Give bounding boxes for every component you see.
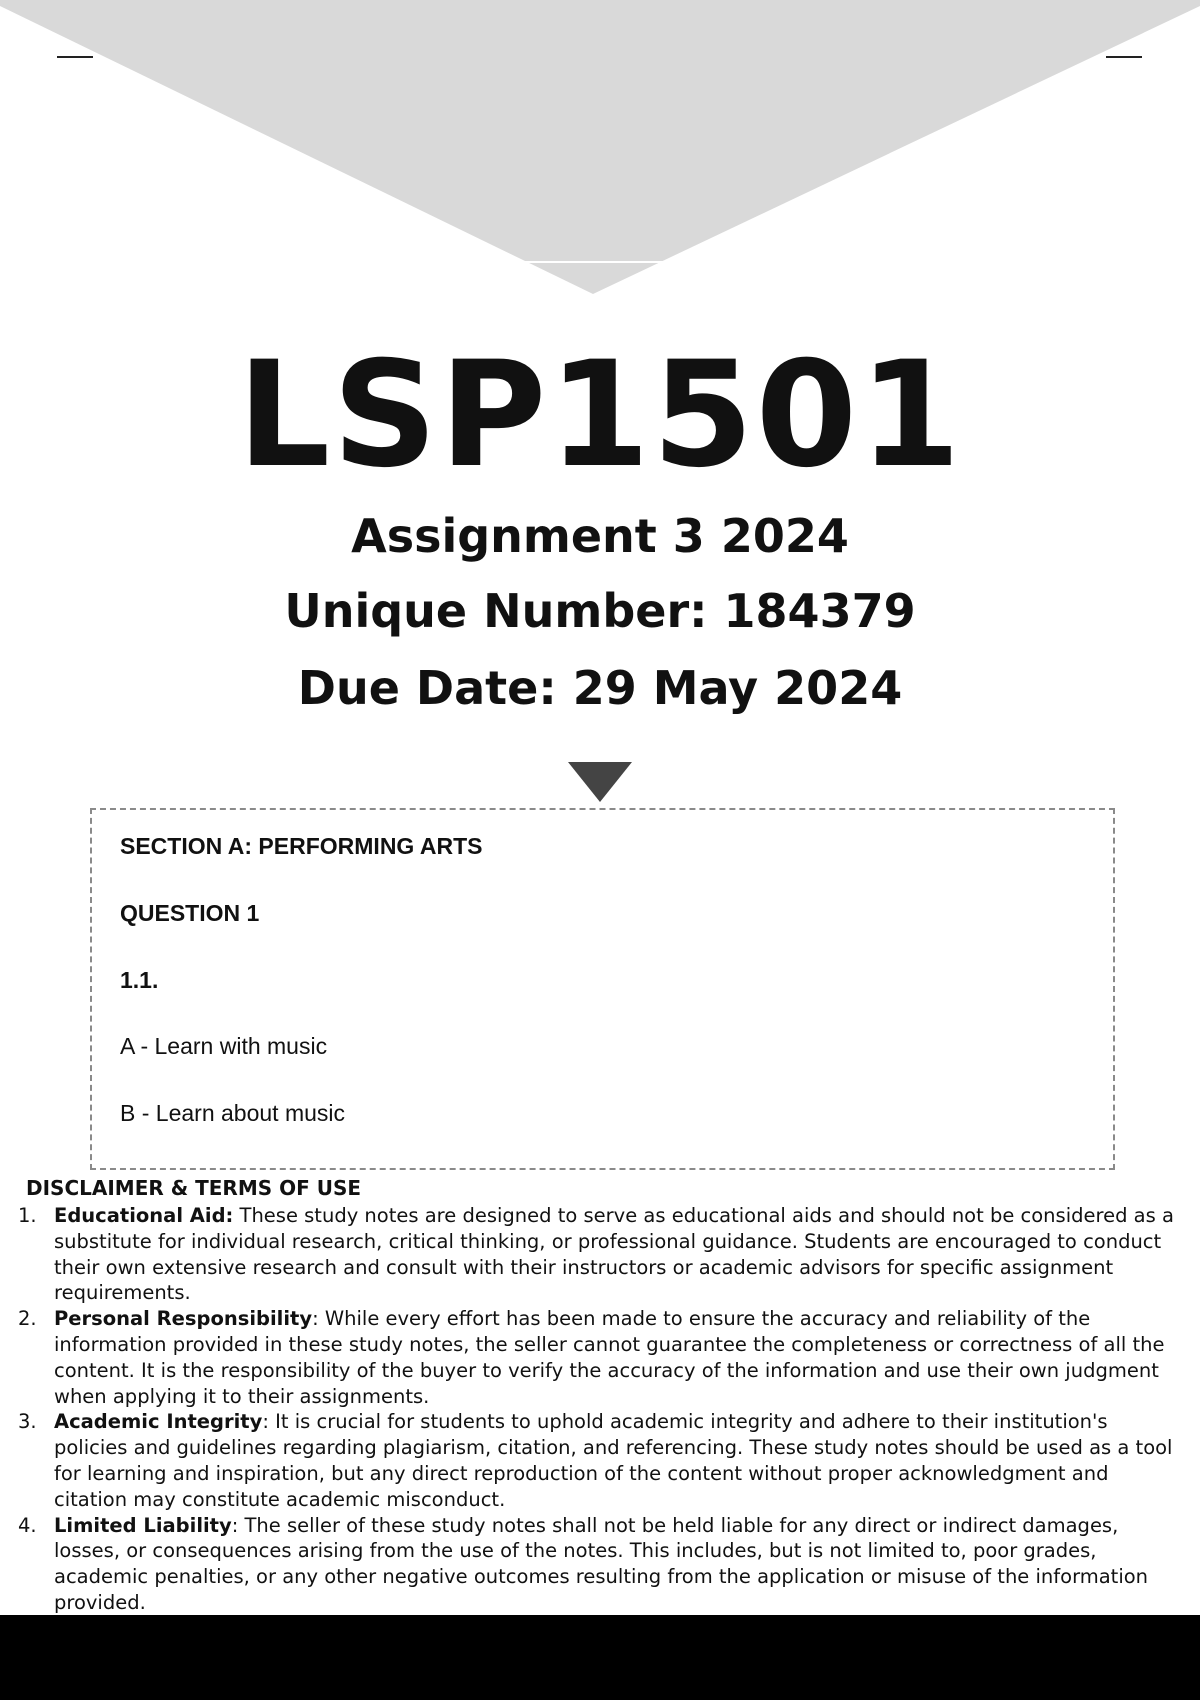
- item-text: These study notes are designed to serve as educational aids and should not be considered as a substitute for individual research, critical thinking, or professional guidance. Students are encouraged to conduct their own extensive research and consult with their instructors or academic advisors for specific assignment requirements.: [54, 1204, 1174, 1305]
- item-number: 1.: [18, 1204, 37, 1227]
- course-code: LSP1501: [237, 330, 963, 500]
- option-b: B - Learn about music: [120, 1100, 346, 1126]
- section-heading: SECTION A: PERFORMING ARTS: [120, 833, 483, 859]
- item-label: Limited Liability: [54, 1513, 232, 1537]
- disclaimer-list: [14, 1203, 1186, 1616]
- disclaimer-title: DISCLAIMER & TERMS OF USE: [26, 1176, 362, 1200]
- list-item: [14, 1203, 1186, 1306]
- list-item: [14, 1409, 1186, 1512]
- header-chevron-graphic: [0, 0, 1200, 300]
- item-number: 2.: [18, 1307, 37, 1331]
- footer-bar: [0, 1615, 1200, 1700]
- down-arrow-icon: [568, 762, 632, 802]
- item-label: Personal Responsibility: [54, 1307, 313, 1331]
- item-text: : The seller of these study notes shall not be held liable for any direct or indirect damages, losses, or consequences arising from the use of the notes. This includes, but is not limited to, poor grades, academic penalties, or any other negative outcomes resulting from the application or misuse of the information provided.: [54, 1513, 1149, 1614]
- item-text: : It is crucial for students to uphold academic integrity and adhere to their institution's policies and guidelines regarding plagiarism, citation, and referencing. These study notes should be used as a tool for learning and inspiration, but any direct reproduction of the content without proper acknowledgment and citation may constitute academic misconduct.: [54, 1410, 1173, 1511]
- item-text: : While every effort has been made to ensure the accuracy and reliability of the information provided in these study notes, the seller cannot guarantee the completeness or correctness of all the content. It is the responsibility of the buyer to verify the accuracy of the information and use their own judgment when applying it to their assignments.: [54, 1307, 1165, 1408]
- list-item: [14, 1306, 1186, 1409]
- corner-mark-left: [57, 56, 93, 58]
- assignment-title: Assignment 3 2024: [351, 509, 849, 563]
- due-date: Due Date: 29 May 2024: [297, 661, 903, 715]
- item-label: Academic Integrity: [54, 1410, 263, 1434]
- item-number: 3.: [18, 1410, 37, 1434]
- item-number: 4.: [18, 1513, 37, 1537]
- question-heading: QUESTION 1: [120, 900, 260, 926]
- question-number: 1.1.: [120, 967, 159, 993]
- list-item: [14, 1513, 1186, 1616]
- content-preview-box: [90, 808, 1115, 1170]
- item-label: Educational Aid:: [54, 1204, 234, 1227]
- unique-number: Unique Number: 184379: [284, 584, 916, 638]
- option-a: A - Learn with music: [120, 1033, 328, 1059]
- corner-mark-right: [1106, 56, 1142, 58]
